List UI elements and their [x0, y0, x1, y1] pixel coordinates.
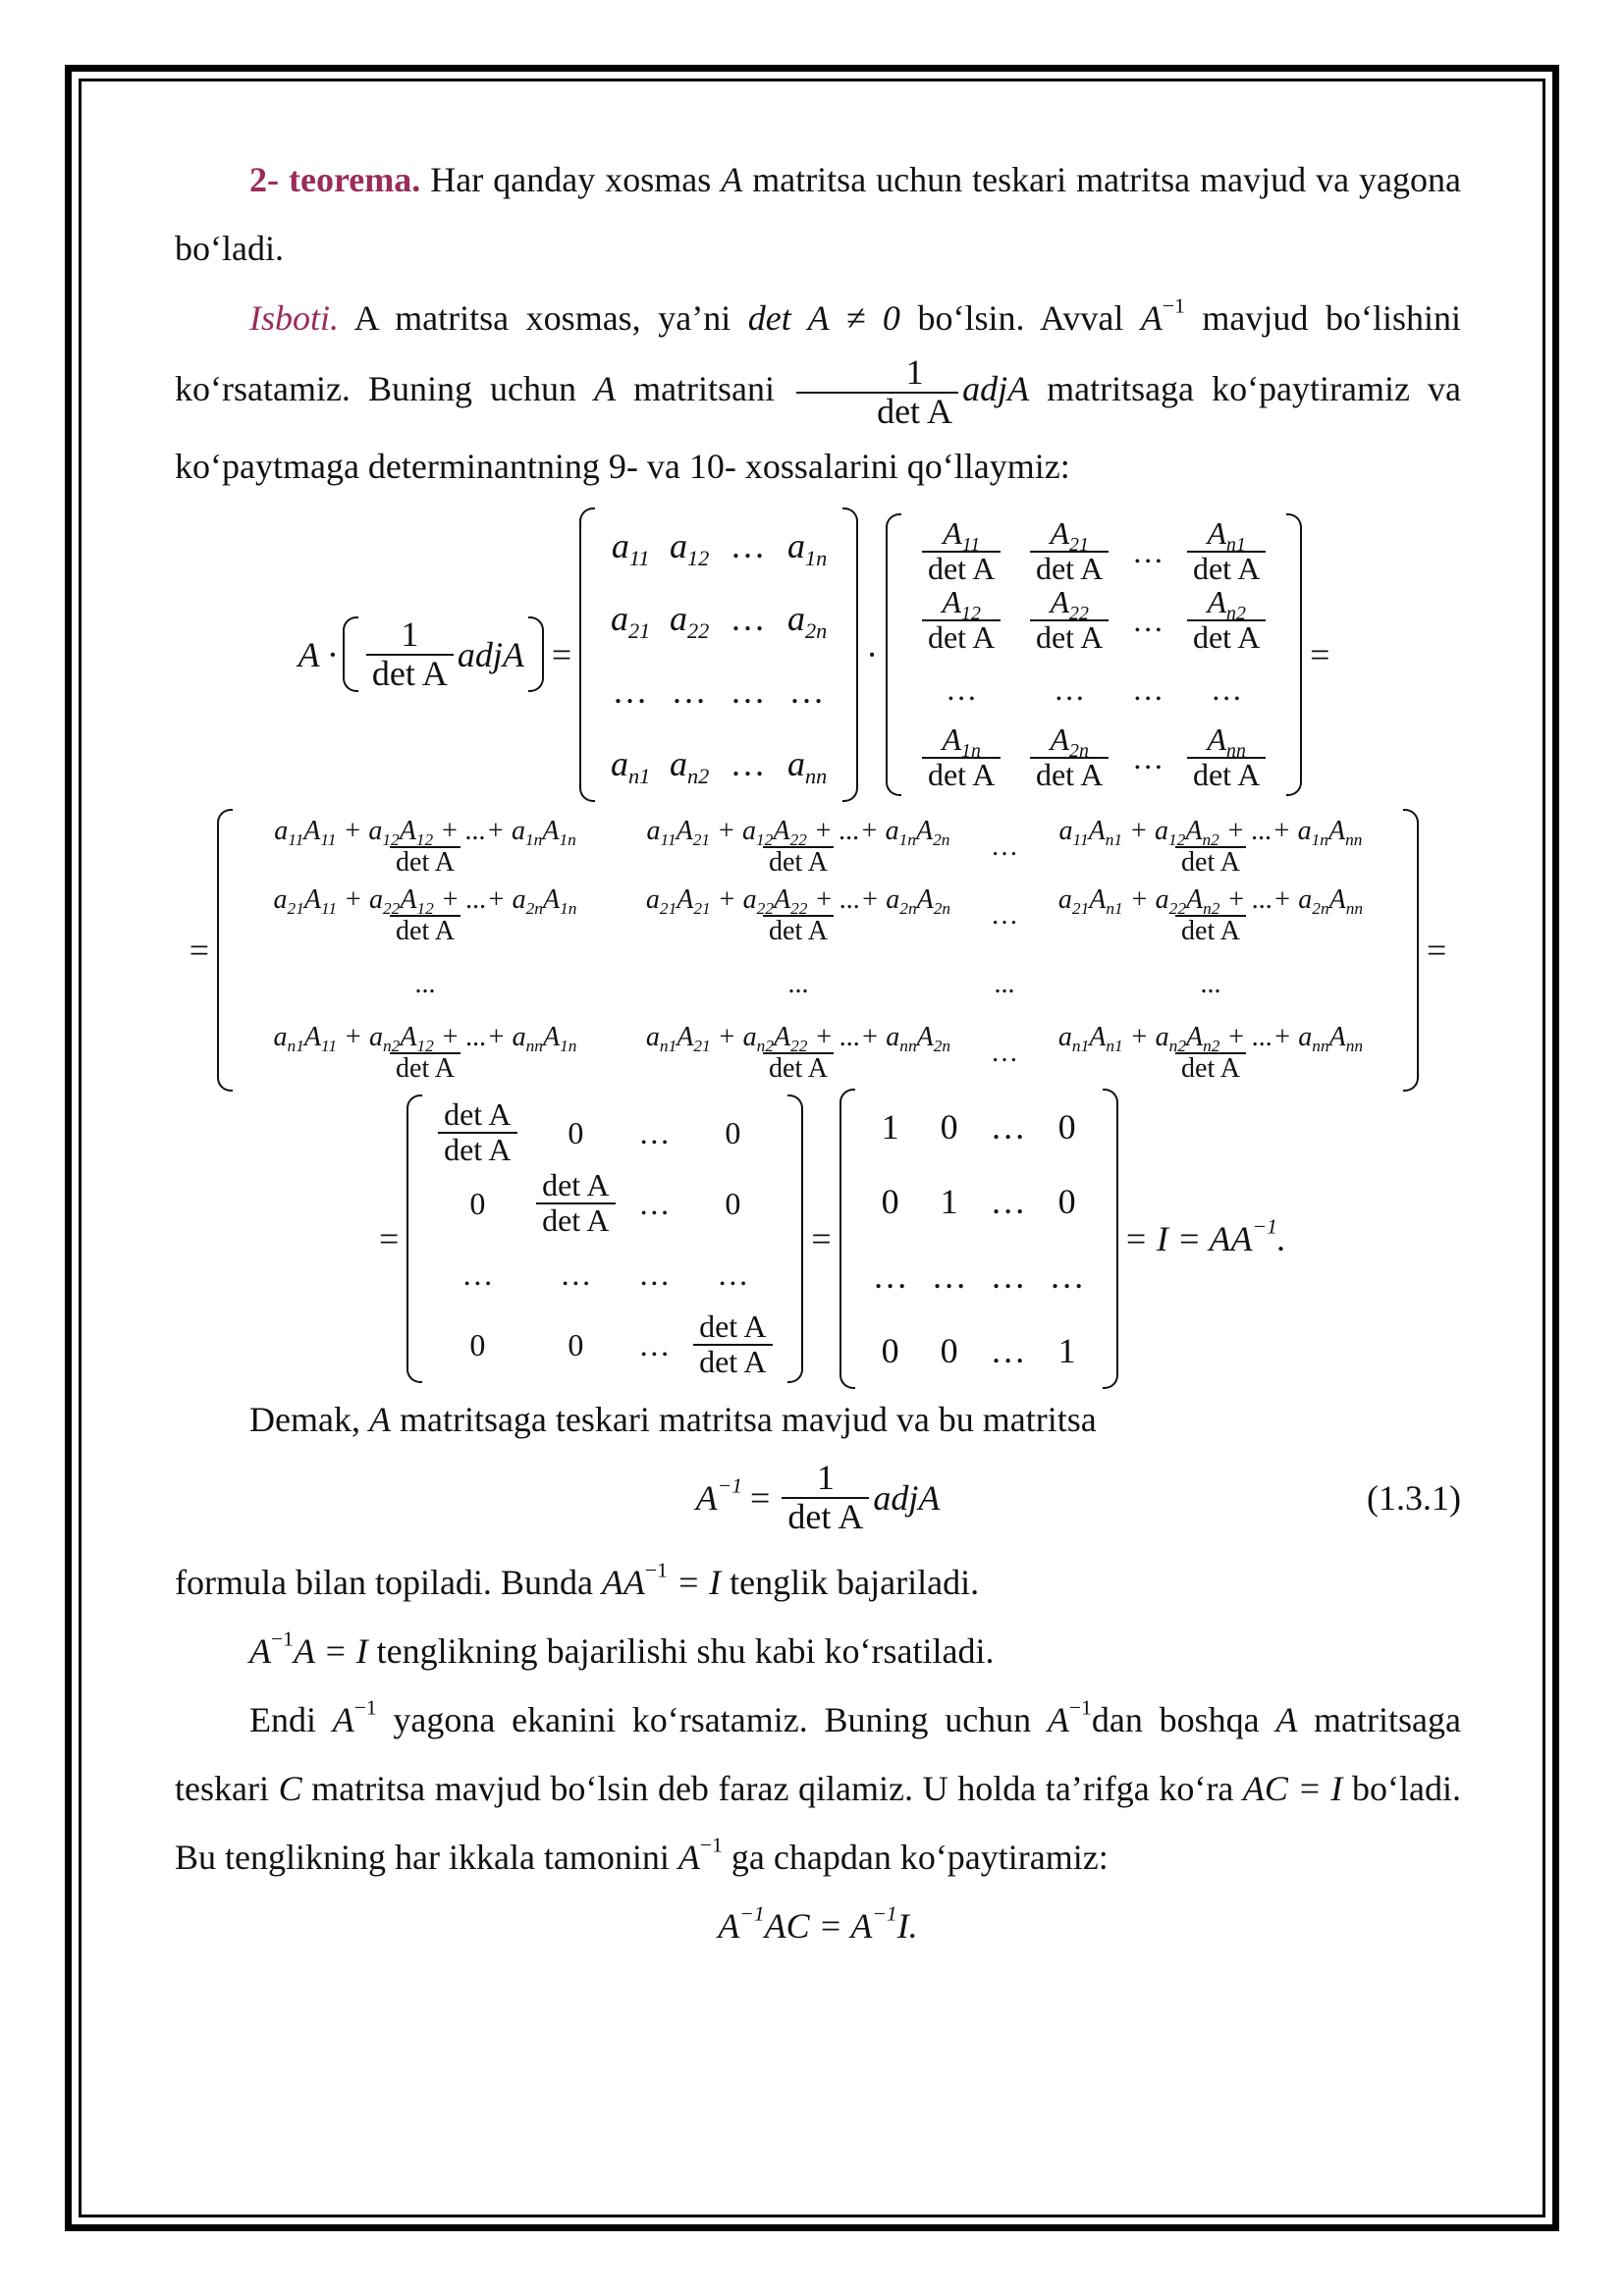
- equation-product: [175, 507, 1461, 802]
- matrix-diag-cell-1-1: $\frac{\text{det A}}{\text{det A}}$: [536, 1169, 615, 1237]
- matrix-expanded-dots: ...: [787, 968, 809, 999]
- demak-paragraph: [175, 1385, 1461, 1454]
- eq3-equals: =: [379, 1218, 400, 1258]
- identity-cell: 1: [1057, 1330, 1076, 1370]
- matrix-a-cell: …: [791, 670, 824, 711]
- identity-cell: …: [990, 1181, 1026, 1221]
- matrix-expanded-cell-0-3: $\frac{a_{11}A_{n1} + a_{12}A_{n2} + ...+ a_{1n}A_{nn}}{\text{det A}}$: [1058, 816, 1363, 878]
- proof-matrix-a: A: [594, 369, 617, 408]
- eq3-tail: [1124, 1204, 1286, 1273]
- pu-sup-2: −1: [1068, 1695, 1092, 1720]
- pf-sup: −1: [644, 1558, 668, 1582]
- matrix-a-cell: …: [674, 670, 706, 711]
- proof-adj: adjA: [962, 369, 1030, 408]
- fe-math-2: AC = A: [764, 1905, 873, 1946]
- formula-frac-den: det A: [782, 1497, 869, 1536]
- matrix-a-cell: …: [732, 743, 765, 783]
- matrix-diag-cell: 0: [568, 1326, 584, 1362]
- proof-fraction: [796, 351, 958, 431]
- matrix-b-cell-1-3: $\frac{A_{n2}}{\text{det A}}$: [1187, 586, 1266, 654]
- formula-frac-num: 1: [816, 1457, 835, 1497]
- theorem-paragraph: [175, 145, 1461, 283]
- identity-cell: 0: [881, 1330, 899, 1370]
- eq1-adj: adjA: [457, 634, 524, 674]
- theorem-matrix: A: [721, 160, 743, 199]
- matrix-a-cell: …: [615, 670, 647, 711]
- pf-text-2: tenglik bajariladi.: [721, 1562, 980, 1602]
- matrix-diag-cell: 0: [725, 1185, 741, 1221]
- matrix-diag-cell: …: [560, 1255, 592, 1292]
- identity-cell: …: [990, 1106, 1026, 1147]
- matrix-a-cell: …: [732, 598, 765, 638]
- final-equation: [175, 1892, 1461, 1960]
- eq3-tail-text: = I = AA: [1123, 1218, 1253, 1258]
- final-eq-content: [718, 1892, 917, 1960]
- matrix-diag-cell: …: [717, 1255, 749, 1292]
- demak-matrix: A: [368, 1399, 391, 1439]
- matrix-diag-cell: …: [461, 1255, 494, 1292]
- identity-cell: 1: [881, 1106, 899, 1147]
- matrix-expanded-cell-3-1: $\frac{a_{n1}A_{21} + a_{n2}A_{22} + ...+ a_{nn}A_{2n}}{\text{det A}}$: [645, 1022, 951, 1084]
- identity-cell: …: [1049, 1255, 1085, 1296]
- proof-label: Isboti.: [249, 298, 340, 338]
- formula-paragraph: [175, 1548, 1461, 1617]
- pu-text-1: Endi: [249, 1699, 333, 1739]
- pu-math-6: A: [677, 1837, 700, 1877]
- matrix-diag-cell: …: [638, 1114, 671, 1150]
- matrix-a-cell: $a_{nn}$: [787, 743, 828, 788]
- matrix-b-cell-1-0: $\frac{A_{12}}{\text{det A}}$: [922, 586, 1001, 654]
- matrix-expanded-dots: …: [991, 1037, 1018, 1068]
- matrix-expanded-cell-1-0: $\frac{a_{21}A_{11} + a_{22}A_{12} + ...+ a_{2n}A_{1n}}{\text{det A}}$: [273, 884, 577, 946]
- matrix-expanded-cell-0-1: $\frac{a_{11}A_{21} + a_{12}A_{22} + ...+ a_{1n}A_{2n}}{\text{det A}}$: [646, 816, 950, 878]
- proof-ainv-exp: −1: [1162, 294, 1185, 318]
- proof-text-5: matritsani: [616, 369, 793, 408]
- eq1-lhs-a: A ·: [298, 634, 337, 674]
- eq3-tail-sup: −1: [1252, 1214, 1277, 1239]
- equation-identity: [175, 1096, 1461, 1381]
- pi-math-1: A: [249, 1630, 271, 1671]
- matrix-diag-cell: 0: [725, 1114, 741, 1150]
- pu-text-4: matritsaga teskari: [175, 1699, 1461, 1808]
- matrix-b-cell-1-1: $\frac{A_{22}}{\text{det A}}$: [1030, 586, 1109, 654]
- identity-cell: 0: [940, 1106, 958, 1147]
- matrix-b-cell-0-1: $\frac{A_{21}}{\text{det A}}$: [1030, 517, 1109, 585]
- proof-text-3: mavjud bo‘lishini ko‘rsatamiz. Buning uchun: [175, 298, 1461, 408]
- pi-text: tenglikning bajarilishi shu kabi ko‘rsatiladi.: [367, 1630, 995, 1671]
- pu-sup-1: −1: [353, 1695, 377, 1720]
- matrix-a-cell: …: [732, 670, 765, 711]
- matrix-b-dots: …: [1132, 739, 1164, 775]
- proof-det-condition: det A ≠ 0: [747, 298, 900, 338]
- matrix-b-dots: …: [1132, 533, 1164, 569]
- fe-math-3: I.: [896, 1905, 918, 1946]
- matrix-b-dots: …: [946, 670, 978, 707]
- pf-text-1: formula bilan topiladi. Bunda: [175, 1562, 602, 1602]
- pu-math-1: A: [332, 1699, 354, 1739]
- proof-ainv: A: [1140, 298, 1163, 338]
- formula-adj: adjA: [873, 1477, 941, 1518]
- matrix-expanded-cell-3-3: $\frac{a_{n1}A_{n1} + a_{n2}A_{n2} + ...+ a_{nn}A_{nn}}{\text{det A}}$: [1057, 1022, 1364, 1084]
- formula-inverse: [175, 1454, 1461, 1542]
- pf-math-1: AA: [601, 1562, 645, 1602]
- pf-math-2: = I: [667, 1562, 722, 1602]
- proof-text-6: matritsaga ko‘paytiramiz va ko‘paytmaga determinantning 9- va 10- xossalarini qo‘llaymiz:: [175, 369, 1462, 486]
- eq1-frac-num: 1: [401, 614, 419, 654]
- pu-text-2: yagona ekanini ko‘rsatamiz. Buning uchun: [376, 1699, 1048, 1739]
- matrix-expanded-dots: ...: [414, 968, 436, 999]
- identity-cell: 0: [1057, 1181, 1076, 1221]
- pu-text-7: ga chapdan ko‘paytiramiz:: [722, 1837, 1109, 1877]
- matrix-diag-cell: …: [638, 1255, 671, 1292]
- matrix-identity: [839, 1089, 1118, 1389]
- proof-frac-num: 1: [905, 351, 924, 392]
- matrix-b-cell-3-0: $\frac{A_{1n}}{\text{det A}}$: [922, 723, 1001, 791]
- formula-lhs-a: A: [695, 1477, 718, 1518]
- matrix-a-cell: $a_{1n}$: [787, 525, 828, 570]
- matrix-a-cell: $a_{2n}$: [787, 598, 828, 643]
- pu-math-2: A: [1047, 1699, 1069, 1739]
- matrix-expanded-cell-1-1: $\frac{a_{21}A_{21} + a_{22}A_{22} + ...+ a_{2n}A_{2n}}{\text{det A}}$: [645, 884, 951, 946]
- theorem-label: 2- teorema.: [249, 160, 421, 199]
- matrix-b-cell-3-1: $\frac{A_{2n}}{\text{det A}}$: [1030, 723, 1109, 791]
- pu-text-5: matritsa mavjud bo‘lsin deb faraz qilamiz. U holda ta’rifga ko‘ra: [301, 1768, 1243, 1808]
- matrix-a-cell: $a_{21}$: [611, 598, 651, 643]
- pu-text-6: bo‘ladi. Bu tenglikning har ikkala tamonini: [175, 1768, 1461, 1877]
- eq3-tail-end: .: [1276, 1218, 1286, 1258]
- identity-cell: 0: [881, 1181, 899, 1221]
- matrix-expanded-dots: …: [991, 830, 1018, 862]
- identity-cell: 0: [940, 1330, 958, 1370]
- eq1-equals-end: =: [1310, 634, 1330, 674]
- formula-equals: =: [750, 1477, 771, 1518]
- matrix-diag-cell: 0: [568, 1114, 584, 1150]
- identity-cell: …: [931, 1255, 967, 1296]
- matrix-diag-cell: 0: [469, 1326, 486, 1362]
- proof-text-1: A matritsa xosmas, ya’ni: [339, 298, 748, 338]
- matrix-a-cell: …: [732, 525, 765, 565]
- pi-math-2: A = I: [293, 1630, 368, 1671]
- matrix-b-cell-0-3: $\frac{A_{n1}}{\text{det A}}$: [1187, 517, 1266, 585]
- fe-sup-1: −1: [739, 1901, 765, 1926]
- equation-expanded: [175, 808, 1461, 1093]
- matrix-expanded-cell-3-0: $\frac{a_{n1}A_{11} + a_{n2}A_{12} + ...+ a_{nn}A_{1n}}{\text{det A}}$: [273, 1022, 577, 1084]
- eq1-frac-den: det A: [366, 654, 454, 693]
- matrix-b-dots: …: [1132, 602, 1164, 638]
- unique-paragraph: [175, 1685, 1461, 1892]
- matrix-expanded-cell-1-3: $\frac{a_{21}A_{n1} + a_{22}A_{n2} + ...+ a_{2n}A_{nn}}{\text{det A}}$: [1057, 884, 1364, 946]
- formula-lhs: [696, 1464, 742, 1532]
- fe-math-1: A: [718, 1905, 740, 1946]
- identity-cell: …: [990, 1330, 1026, 1370]
- matrix-expanded: [217, 809, 1419, 1092]
- formula-number: (1.3.1): [1367, 1477, 1461, 1518]
- identity-cell: 1: [940, 1181, 958, 1221]
- identity-cell: 0: [1057, 1106, 1076, 1147]
- pu-sup-3: −1: [699, 1833, 723, 1857]
- matrix-diag-cell: …: [638, 1185, 671, 1221]
- matrix-a-cell: $a_{11}$: [611, 525, 650, 570]
- matrix-diag-cell: …: [638, 1326, 671, 1362]
- pu-text-3: dan boshqa: [1091, 1699, 1276, 1739]
- matrix-a: [579, 507, 858, 802]
- eq2-equals-end: =: [1427, 930, 1447, 970]
- matrix-adj-over-det: [886, 513, 1302, 796]
- proof-paragraph: [175, 283, 1461, 502]
- pu-math-3: A: [1275, 1699, 1298, 1739]
- proof-text-2: bo‘lsin. Avval: [899, 298, 1141, 338]
- document-page: [175, 145, 1461, 1960]
- matrix-expanded-dots: ...: [994, 968, 1015, 999]
- identity-cell: …: [990, 1255, 1026, 1296]
- matrix-b-dots: …: [1132, 670, 1164, 707]
- matrix-a-cell: $a_{n2}$: [670, 743, 710, 788]
- pu-math-5: AC = I: [1242, 1768, 1343, 1808]
- inverse-paragraph: [175, 1617, 1461, 1685]
- eq1-fraction: [366, 616, 454, 693]
- matrix-a-cell: $a_{n1}$: [611, 743, 651, 788]
- matrix-b-dots: …: [1054, 670, 1086, 707]
- matrix-b-cell-3-3: $\frac{A_{nn}}{\text{det A}}$: [1187, 723, 1266, 791]
- formula-lhs-sup: −1: [717, 1473, 743, 1498]
- theorem-text-1: Har qanday xosmas: [420, 160, 722, 199]
- matrix-expanded-dots: ...: [1200, 968, 1221, 999]
- eq1-equals: =: [551, 634, 572, 674]
- theorem-text-2: matritsa uchun teskari matritsa mavjud va yagona bo‘ladi.: [175, 160, 1462, 268]
- matrix-expanded-dots: …: [991, 899, 1018, 931]
- pu-math-4: C: [278, 1768, 302, 1808]
- proof-frac-den: det A: [796, 392, 958, 431]
- matrix-a-cell: $a_{12}$: [670, 525, 710, 570]
- matrix-a-cell: $a_{22}$: [670, 598, 710, 643]
- matrix-diag-cell: 0: [469, 1185, 486, 1221]
- fe-sup-2: −1: [872, 1901, 897, 1926]
- eq3-equals-2: =: [811, 1218, 832, 1258]
- matrix-diagonal: [406, 1095, 803, 1383]
- matrix-b-dots: …: [1211, 670, 1243, 707]
- eq1-lhs-paren: [343, 616, 544, 693]
- pi-sup: −1: [271, 1627, 294, 1651]
- demak-text-2: matritsaga teskari matritsa mavjud va bu matritsa: [390, 1399, 1097, 1439]
- eq1-dot: ·: [866, 634, 879, 674]
- formula-fraction: [782, 1457, 869, 1536]
- demak-text-1: Demak,: [249, 1399, 369, 1439]
- eq2-equals: =: [189, 930, 209, 970]
- identity-cell: …: [872, 1255, 908, 1296]
- matrix-diag-cell-0-0: $\frac{\text{det A}}{\text{det A}}$: [438, 1098, 516, 1166]
- matrix-expanded-cell-0-0: $\frac{a_{11}A_{11} + a_{12}A_{12} + ...+ a_{1n}A_{1n}}{\text{det A}}$: [274, 816, 576, 878]
- matrix-diag-cell-3-3: $\frac{\text{det A}}{\text{det A}}$: [693, 1310, 772, 1378]
- matrix-b-cell-0-0: $\frac{A_{11}}{\text{det A}}$: [922, 517, 1001, 585]
